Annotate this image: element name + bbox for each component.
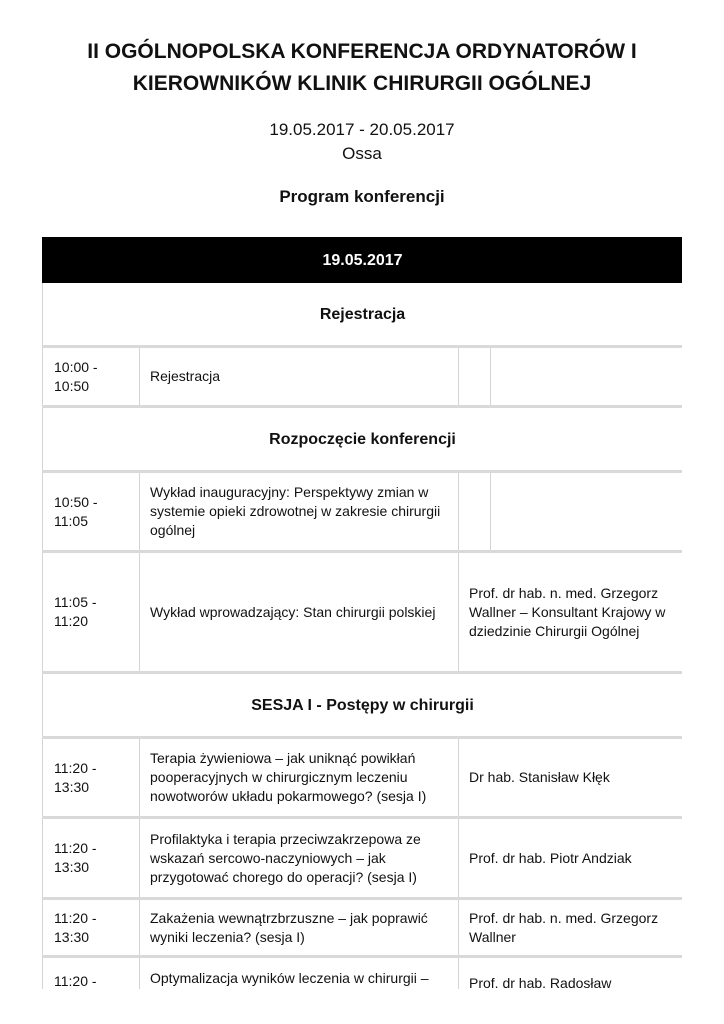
session-row xyxy=(43,673,683,738)
conference-dates: 19.05.2017 - 20.05.2017 xyxy=(269,120,455,139)
table-row xyxy=(43,552,683,673)
day-date: 19.05.2017 xyxy=(43,238,683,283)
item-time: 11:20 - xyxy=(43,957,140,990)
session-title: SESJA I - Postępy w chirurgii xyxy=(43,673,683,738)
item-topic: Terapia żywieniowa – jak uniknąć powikłań pooperacyjnych w chirurgicznym leczeniu nowotworów układu pokarmowego? (sesja I) xyxy=(140,738,459,818)
item-time: 11:20 - 13:30 xyxy=(43,738,140,818)
table-row xyxy=(43,472,683,552)
title-line-2: KIEROWNIKÓW KLINIK CHIRURGII OGÓLNEJ xyxy=(132,72,592,95)
table-row xyxy=(43,347,683,407)
session-row xyxy=(43,407,683,472)
table-row xyxy=(43,818,683,899)
session-row xyxy=(43,283,683,347)
item-speaker: Prof. dr hab. Piotr Andziak xyxy=(459,818,683,899)
item-spacer-cell xyxy=(459,472,491,552)
item-topic: Zakażenia wewnątrzbrzuszne – jak poprawić wyniki leczenia? (sesja I) xyxy=(140,899,459,957)
program-table xyxy=(42,237,682,989)
item-topic: Wykład inauguracyjny: Perspektywy zmian w systemie opieki zdrowotnej w zakresie chirurgii ogólnej xyxy=(140,472,459,552)
item-speaker: Prof. dr hab. Radosław xyxy=(459,957,683,990)
item-speaker: Dr hab. Stanisław Kłęk xyxy=(459,738,683,818)
title-line-1: II OGÓLNOPOLSKA KONFERENCJA ORDYNATORÓW I xyxy=(87,40,637,63)
item-spacer-cell xyxy=(459,347,491,407)
session-title: Rejestracja xyxy=(43,283,683,347)
program-title: Program konferencji xyxy=(279,187,445,206)
document-title xyxy=(0,36,724,100)
conference-place: Ossa xyxy=(342,144,382,163)
item-time: 11:20 - 13:30 xyxy=(43,899,140,957)
day-header-row xyxy=(43,238,683,283)
conference-dates-block xyxy=(0,118,724,166)
item-time: 11:05 - 11:20 xyxy=(43,552,140,673)
item-topic: Optymalizacja wyników leczenia w chirurgii – xyxy=(140,957,459,990)
item-time: 11:20 - 13:30 xyxy=(43,818,140,899)
item-time: 10:50 - 11:05 xyxy=(43,472,140,552)
item-speaker xyxy=(491,347,683,407)
item-topic: Profilaktyka i terapia przeciwzakrzepowa ze wskazań sercowo-naczyniowych – jak przygotować chorego do operacji? (sesja I) xyxy=(140,818,459,899)
table-row xyxy=(43,899,683,957)
item-speaker xyxy=(491,472,683,552)
program-sheet xyxy=(42,237,682,989)
session-title: Rozpoczęcie konferencji xyxy=(43,407,683,472)
table-row xyxy=(43,738,683,818)
item-topic: Wykład wprowadzający: Stan chirurgii polskiej xyxy=(140,552,459,673)
item-speaker: Prof. dr hab. n. med. Grzegorz Wallner – Konsultant Krajowy w dziedzinie Chirurgii Ogólnej xyxy=(459,552,683,673)
item-speaker: Prof. dr hab. n. med. Grzegorz Wallner xyxy=(459,899,683,957)
item-time: 10:00 - 10:50 xyxy=(43,347,140,407)
table-row xyxy=(43,957,683,990)
item-topic: Rejestracja xyxy=(140,347,459,407)
